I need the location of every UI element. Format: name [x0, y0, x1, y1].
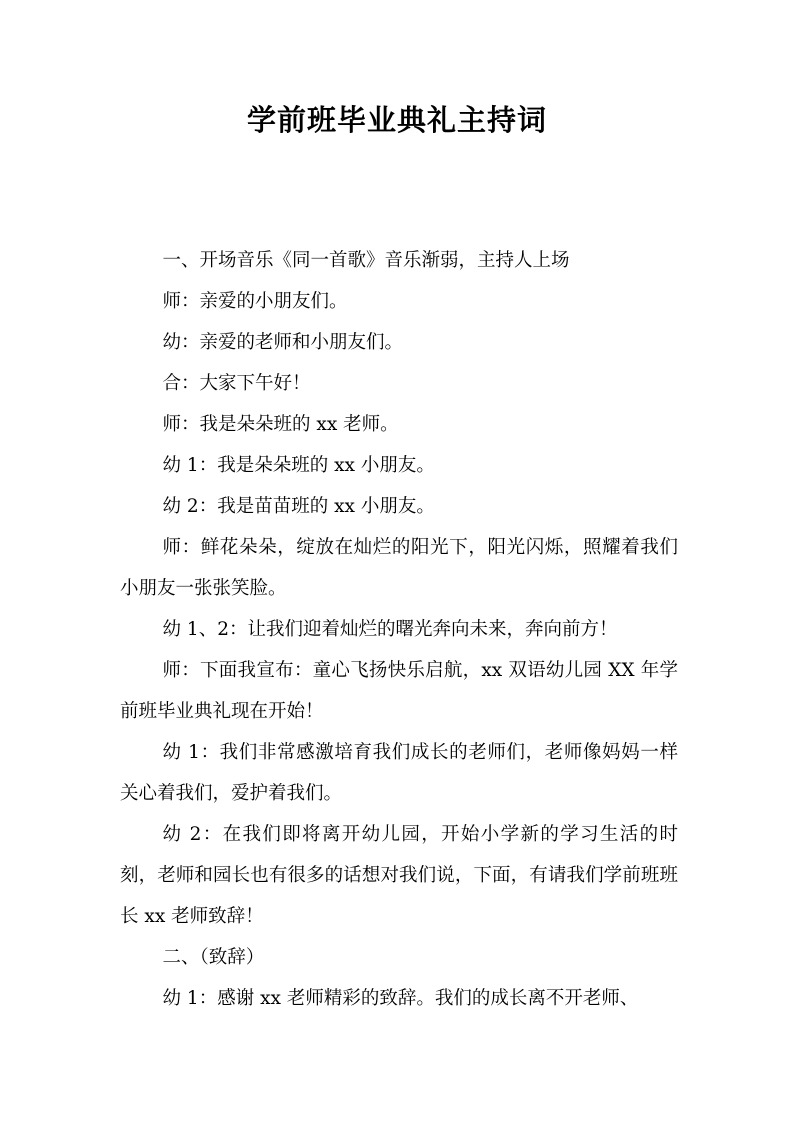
paragraph-together-greeting: 合：大家下午好！	[162, 373, 311, 394]
paragraph-teacher-flowers: 师：鲜花朵朵，绽放在灿烂的阳光下，阳光闪烁，照耀着我们小朋友一张张笑脸。	[120, 537, 678, 599]
document-title: 学前班毕业典礼主持词	[246, 103, 547, 137]
paragraph-children-future: 幼 1、2：让我们迎着灿烂的曙光奔向未来，奔向前方！	[162, 619, 618, 640]
paragraph-teacher-greeting: 师：亲爱的小朋友们。	[162, 291, 348, 312]
paragraph-section-speech: 二、（致辞）	[162, 947, 265, 968]
paragraph-child1-intro: 幼 1：我是朵朵班的 xx 小朋友。	[162, 455, 435, 476]
paragraph-child2-invite: 幼 2：在我们即将离开幼儿园，开始小学新的学习生活的时刻，老师和园长也有很多的话想对我们说，下面，有请我们学前班班长 xx 老师致辞！	[120, 824, 678, 927]
paragraph-teacher-intro: 师：我是朵朵班的 xx 老师。	[162, 414, 399, 435]
paragraph-child1-thanks: 幼 1：我们非常感激培育我们成长的老师们，老师像妈妈一样关心着我们，爱护着我们。	[120, 742, 678, 804]
paragraph-child1-closing: 幼 1：感谢 xx 老师精彩的致辞。我们的成长离不开老师、	[162, 988, 639, 1009]
paragraph-child-greeting: 幼：亲爱的老师和小朋友们。	[162, 332, 404, 353]
paragraph-teacher-announce: 师：下面我宣布：童心飞扬快乐启航，xx 双语幼儿园 XX 年学前班毕业典礼现在开始！	[120, 660, 678, 722]
document-body	[120, 240, 678, 1019]
paragraph-child2-intro: 幼 2：我是苗苗班的 xx 小朋友。	[162, 496, 435, 517]
paragraph-opening-music: 一、开场音乐《同一首歌》音乐渐弱，主持人上场	[162, 250, 570, 271]
